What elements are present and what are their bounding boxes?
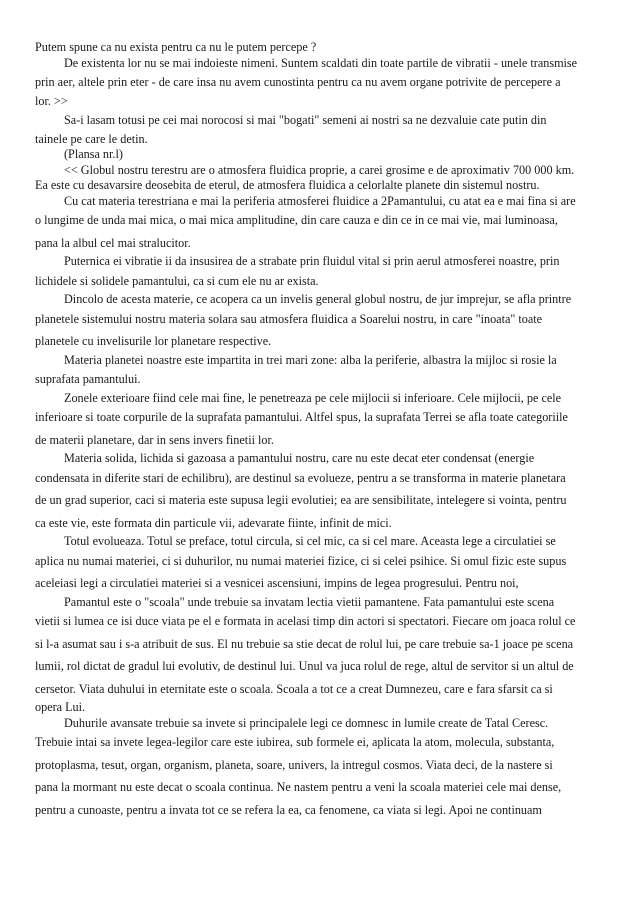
text-line: inferioare si toate corpurile de la suprafata pamantului. Altfel spus, la suprafata Terrei se afla toate categoriile <box>35 410 568 424</box>
text-line: Materia planetei noastre este impartita in trei mari zone: alba la periferie, albastra la mijloc si rosie la <box>64 352 557 367</box>
text-line: planetele sistemului nostru materia solara sau atmosfera fluidica a Soarelui nostru, in care "inoata" toate <box>35 311 543 326</box>
text-line: Sa-i lasam totusi pe cei mai norocosi si mai "bogati" semeni ai nostri sa ne dezvaluie cate putin din <box>64 113 547 127</box>
text-line: Cu cat materia terestriana e mai la periferia atmosferei fluidice a 2Pamantului, cu atat ea e mai fina si are <box>64 193 576 208</box>
text-line: ca este vie, este formata din particule vii, adevarate fiinte, infinit de mici. <box>35 515 392 530</box>
text-line: de un grad superior, caci si materia este supusa legii evolutiei; ea are sensibilitate, intelegere si vointa, pentru <box>35 493 567 507</box>
text-line: tainele pe care le detin. <box>35 131 148 146</box>
text-line: Ea este cu desavarsire deosebita de eterul, de atmosfera fluidica a celorlalte planete din sistemul nostru. <box>35 178 540 192</box>
text-line: opera Lui. <box>35 700 86 714</box>
text-line: Putem spune ca nu exista pentru ca nu le putem percepe ? <box>35 40 317 54</box>
text-line: << Globul nostru terestru are o atmosfera fluidica proprie, a carei grosime e de aproximativ 700 000 km. <box>64 162 575 177</box>
text-line: lor. >> <box>35 93 68 108</box>
text-line: pentru a cunoaste, pentru a invata tot ce se refera la ea, ca fenomene, ca viata si legi. Apoi ne continuam <box>35 802 542 817</box>
text-line: vietii si lumea ce isi duce viata pe el e formata in acelasi timp din actori si spectatori. Fiecare om joaca rolul ce <box>35 614 576 628</box>
text-line: pana la albul cel mai stralucitor. <box>35 235 191 250</box>
text-line: Duhurile avansate trebuie sa invete si principalele legi ce domnesc in lumile create de Tatal Ceresc. <box>64 715 549 730</box>
text-line: Totul evolueaza. Totul se preface, totul circula, si cel mic, ca si cel mare. Aceasta lege a circulatiei se <box>64 534 556 548</box>
text-line: aplica nu numai materiei, ci si duhurilor, nu numai materiei fizice, ci si celei psihice. Si omul fizic este supus <box>35 553 567 568</box>
text-line: aceleiasi legi a circulatiei materiei si a vesnicei ascensiuni, impins de legea progresului. Pentru noi, <box>35 576 519 590</box>
text-line: Zonele exterioare fiind cele mai fine, le penetreaza pe cele mijlocii si inferioare. Cele mijlocii, pe cele <box>64 390 562 405</box>
text-line: planetele cu invelisurile lor planetare respective. <box>35 334 272 348</box>
document-page <box>35 40 605 821</box>
text-line: Dincolo de acesta materie, ce acopera ca un invelis general globul nostru, de jur imprejur, se afla printre <box>64 292 572 306</box>
text-line: De existenta lor nu se mai indoieste nimeni. Suntem scaldati din toate partile de vibratii - unele transmise <box>64 55 578 70</box>
text-line: (Plansa nr.l) <box>64 147 123 161</box>
text-line: Pamantul este o "scoala" unde trebuie sa invatam lectia vietii pamantene. Fata pamantului este scena <box>64 594 555 609</box>
text-line: suprafata pamantului. <box>35 372 141 386</box>
text-line: lichidele si solidele pamantului, ca si cum ele nu ar exista. <box>35 273 319 288</box>
text-line: pana la mormant nu este decat o scoala continua. Ne nastem pentru a veni la scoala materiei cele mai dense, <box>35 780 562 794</box>
text-line: si l-a asumat sau i s-a atribuit de sus. El nu trebuie sa stie decat de rolul lui, pe care trebuie sa-1 joace pe scena <box>35 636 574 651</box>
text-line: condensata in diferite stari de echilibru), are destinul sa evolueze, pentru a se transforma in materie planetara <box>35 470 566 485</box>
text-line: prin aer, altele prin eter - de care insa nu avem cunostinta pentru ca nu avem organe potrivite de percepere a <box>35 75 561 89</box>
text-line: protoplasma, tesut, organ, organism, planeta, soare, univers, la intregul cosmos. Viata deci, de la nastere si <box>35 757 553 772</box>
text-line: de materii planetare, dar in sens invers finetii lor. <box>35 432 274 447</box>
text-line: lumii, rol dictat de gradul lui evolutiv, de destinul lui. Unul va juca rolul de rege, altul de servitor si un altul de <box>35 659 574 673</box>
text-line: o lungime de unda mai mica, o mai mica amplitudine, din care cauza e din ce in ce mai vie, mai luminoasa, <box>35 213 558 227</box>
text-line: cersetor. Viata duhului in eternitate este o scoala. Scoala a tot ce a creat Dumnezeu, care e fara sfarsit ca si <box>35 681 553 696</box>
text-line: Trebuie intai sa invete legea-legilor care este iubirea, sub formele ei, aplicata la atom, molecula, substanta, <box>35 735 555 749</box>
text-line: Puternica ei vibratie ii da insusirea de a strabate prin fluidul vital si prin aerul atmosferei noastre, prin <box>64 254 560 268</box>
text-line: Materia solida, lichida si gazoasa a pamantului nostru, care nu este decat eter condensat (energie <box>64 451 535 465</box>
